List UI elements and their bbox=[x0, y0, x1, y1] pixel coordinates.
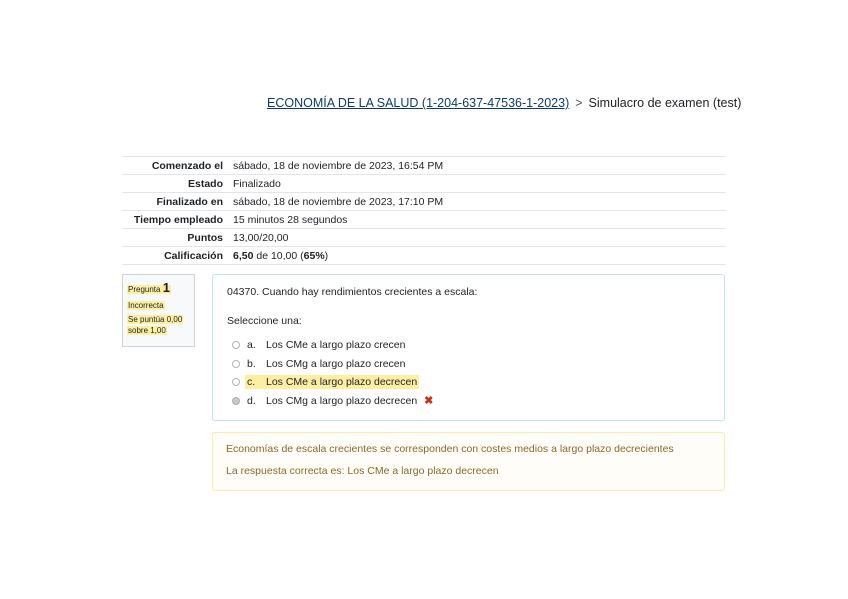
summary-label: Tiempo empleado bbox=[133, 213, 223, 226]
answer-option-d[interactable] bbox=[227, 392, 710, 411]
radio-button[interactable] bbox=[232, 341, 240, 349]
summary-value: sábado, 18 de noviembre de 2023, 17:10 PM bbox=[233, 195, 444, 208]
summary-value: 15 minutos 28 segundos bbox=[233, 213, 348, 226]
attempt-summary-table bbox=[122, 156, 726, 265]
question-number bbox=[127, 279, 190, 297]
grade-score: 6,50 bbox=[233, 249, 254, 262]
option-text: Los CMe a largo plazo crecen bbox=[266, 339, 406, 352]
radio-button-selected[interactable] bbox=[232, 397, 240, 405]
summary-row bbox=[122, 193, 726, 211]
grade-percent: 65% bbox=[303, 249, 325, 262]
answer-option-c[interactable] bbox=[227, 373, 710, 392]
summary-row bbox=[122, 157, 726, 175]
correct-answer-highlight bbox=[245, 375, 419, 389]
summary-row bbox=[122, 175, 726, 193]
answer-option-b[interactable] bbox=[227, 355, 710, 374]
feedback-box bbox=[212, 432, 725, 491]
summary-label: Estado bbox=[187, 177, 223, 190]
summary-label: Finalizado en bbox=[156, 195, 223, 208]
grade-middle: de 10,00 ( bbox=[253, 249, 304, 262]
question-grade: Se puntúa 0,00 sobre 1,00 bbox=[128, 315, 183, 336]
question-text: 04370. Cuando hay rendimientos crecientes a escala: bbox=[227, 286, 478, 298]
grade-close: ) bbox=[324, 249, 329, 262]
summary-row bbox=[122, 229, 726, 247]
incorrect-icon: ✖ bbox=[424, 395, 434, 408]
option-letter: a. bbox=[247, 339, 256, 352]
grade-value bbox=[228, 247, 726, 265]
summary-label: Comenzado el bbox=[151, 159, 223, 172]
answer-option-a[interactable] bbox=[227, 336, 710, 355]
radio-button[interactable] bbox=[232, 378, 240, 386]
option-text: Los CMg a largo plazo decrecen bbox=[266, 394, 418, 407]
summary-value: Finalizado bbox=[233, 177, 281, 190]
general-feedback: Economías de escala crecientes se corresponden con costes medios a largo plazo decrecientes bbox=[226, 443, 674, 455]
answer-prompt: Seleccione una: bbox=[227, 315, 302, 327]
question-formulation bbox=[212, 274, 725, 421]
question-info-box bbox=[122, 274, 195, 347]
summary-label: Puntos bbox=[187, 231, 223, 244]
option-text: Los CMg a largo plazo crecen bbox=[266, 357, 406, 370]
option-letter: b. bbox=[247, 357, 256, 370]
radio-button[interactable] bbox=[232, 360, 240, 368]
breadcrumb bbox=[267, 96, 741, 110]
question-state: Incorrecta bbox=[128, 300, 164, 310]
grade-row bbox=[122, 247, 726, 265]
grade-label: Calificación bbox=[164, 249, 223, 262]
summary-value: 13,00/20,00 bbox=[233, 231, 289, 244]
breadcrumb-current: Simulacro de examen (test) bbox=[588, 96, 742, 110]
answer-list bbox=[227, 336, 710, 410]
option-letter: c. bbox=[247, 376, 256, 389]
right-answer-feedback: La respuesta correcta es: Los CMe a largo plazo decrecen bbox=[226, 465, 499, 477]
breadcrumb-course-link[interactable]: ECONOMÍA DE LA SALUD (1-204-637-47536-1-2023) bbox=[267, 96, 570, 110]
question-label: Pregunta bbox=[128, 285, 161, 294]
breadcrumb-separator: > bbox=[575, 96, 583, 110]
question-number-value: 1 bbox=[162, 280, 170, 295]
summary-row bbox=[122, 211, 726, 229]
option-letter: d. bbox=[247, 394, 256, 407]
summary-value: sábado, 18 de noviembre de 2023, 16:54 PM bbox=[233, 159, 444, 172]
option-text: Los CMe a largo plazo decrecen bbox=[266, 376, 418, 389]
